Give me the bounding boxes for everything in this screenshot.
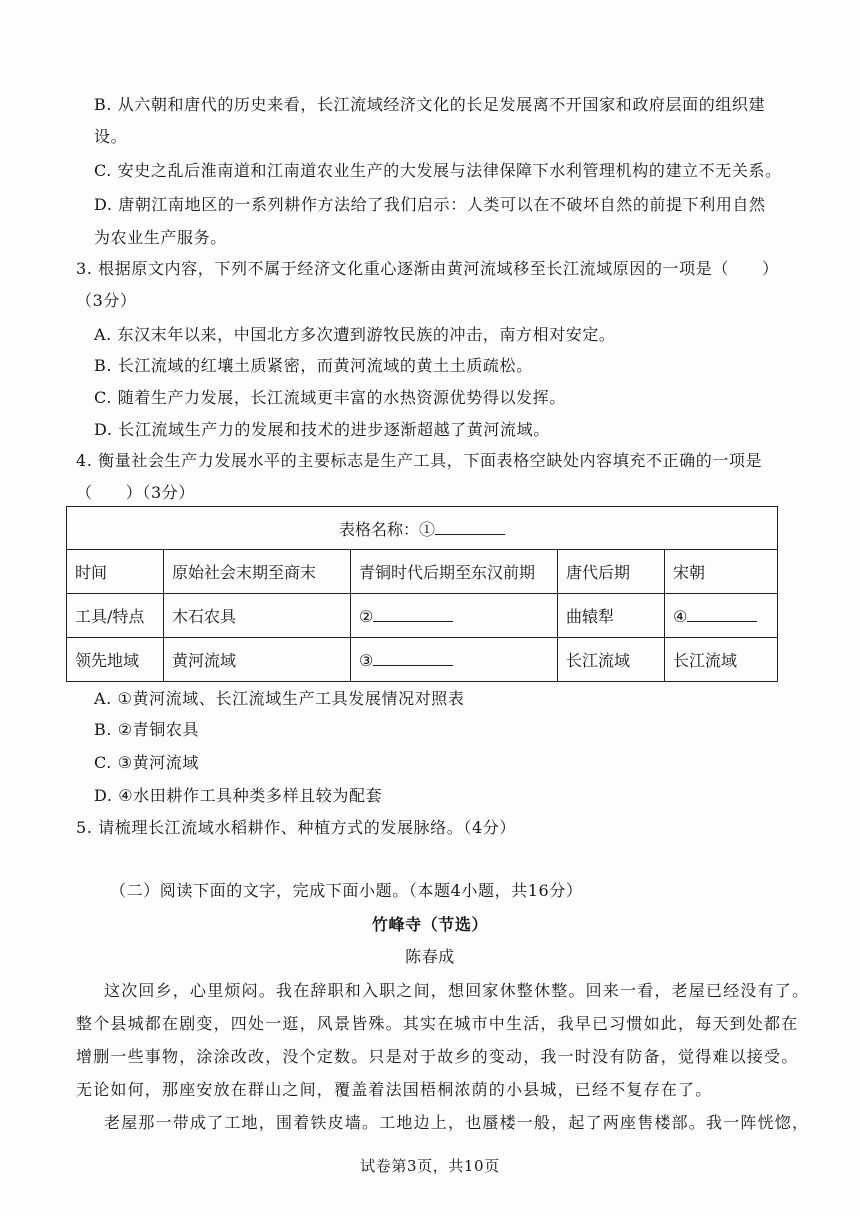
blank-marker: ② bbox=[359, 607, 374, 626]
q4-option-a: A. ①黄河流域、长江流域生产工具发展情况对照表 bbox=[94, 689, 465, 708]
answer-blank bbox=[435, 518, 505, 535]
q3-stem-line1: 3. 根据原文内容，下列不属于经济文化重心逐渐由黄河流域移至长江流域原因的一项是（ ） bbox=[76, 259, 779, 278]
table-title-cell bbox=[67, 507, 778, 550]
table-cell: 青铜时代后期至东汉前期 bbox=[351, 550, 558, 594]
table-title: 表格名称：① bbox=[338, 519, 435, 539]
q3-option-b: B. 长江流域的红壤土质紧密，而黄河流域的黄土土质疏松。 bbox=[94, 356, 533, 375]
table-cell: 长江流域 bbox=[665, 638, 778, 682]
q3-stem-line2: （3分） bbox=[76, 291, 137, 310]
q3-option-d: D. 长江流域生产力的发展和技术的进步逐渐超越了黄河流域。 bbox=[94, 420, 550, 439]
table-row-region bbox=[67, 638, 778, 682]
page-footer: 试卷第3页，共10页 bbox=[360, 1157, 500, 1175]
table-cell: 领先地域 bbox=[67, 638, 164, 682]
q3-option-c: C. 随着生产力发展，长江流域更丰富的水热资源优势得以发挥。 bbox=[94, 388, 566, 407]
q4-stem-line1: 4. 衡量社会生产力发展水平的主要标志是生产工具，下面表格空缺处内容填充不正确的一项是 bbox=[76, 451, 763, 470]
table-cell: 木石农具 bbox=[164, 594, 351, 638]
blank-marker: ④ bbox=[673, 607, 688, 626]
q2-option-b-line2: 设。 bbox=[94, 127, 128, 146]
q4-option-b: B. ②青铜农具 bbox=[94, 720, 200, 739]
answer-blank bbox=[373, 605, 453, 622]
answer-blank bbox=[373, 649, 453, 666]
q4-stem-line2: （ ）（3分） bbox=[76, 483, 195, 502]
paragraph-line: 这次回乡，心里烦闷。我在辞职和入职之间，想回家休整休整。回来一看，老屋已经没有了。 bbox=[104, 981, 810, 1000]
article-title: 竹峰寺（节选） bbox=[371, 915, 489, 934]
answer-blank bbox=[687, 605, 757, 622]
paragraph-line: 老屋那一带成了工地，围着铁皮墙。工地边上，也蜃楼一般，起了两座售楼部。我一阵恍惚， bbox=[104, 1113, 810, 1132]
table-cell: 原始社会末期至商末 bbox=[164, 550, 351, 594]
q4-table bbox=[66, 506, 778, 682]
table-cell: 黄河流域 bbox=[164, 638, 351, 682]
table-cell: 长江流域 bbox=[558, 638, 665, 682]
blank-marker: ③ bbox=[359, 651, 374, 670]
q5-stem: 5. 请梳理长江流域水稻耕作、种植方式的发展脉络。（4分） bbox=[76, 818, 516, 837]
q4-option-d: D. ④水田耕作工具种类多样且较为配套 bbox=[94, 786, 383, 805]
table-cell-blank bbox=[665, 594, 778, 638]
table-cell: 唐代后期 bbox=[558, 550, 665, 594]
q2-option-b-line1: B. 从六朝和唐代的历史来看，长江流域经济文化的长足发展离不开国家和政府层面的组织建 bbox=[94, 95, 766, 114]
table-cell: 时间 bbox=[67, 550, 164, 594]
table-row-tools bbox=[67, 594, 778, 638]
table-cell-blank bbox=[351, 638, 558, 682]
q2-option-c: C. 安史之乱后淮南道和江南道农业生产的大发展与法律保障下水利管理机构的建立不无关系。 bbox=[94, 161, 782, 180]
paragraph-line: 无论如何，那座安放在群山之间，覆盖着法国梧桐浓荫的小县城，已经不复存在了。 bbox=[76, 1080, 713, 1099]
article-author: 陈春成 bbox=[405, 947, 455, 966]
q2-option-d-line2: 为农业生产服务。 bbox=[94, 228, 227, 247]
section-heading: （二）阅读下面的文字，完成下面小题。（本题4小题，共16分） bbox=[110, 881, 583, 900]
q2-option-d-line1: D. 唐朝江南地区的一系列耕作方法给了我们启示：人类可以在不破坏自然的前提下利用自然 bbox=[94, 195, 766, 214]
table-cell: 工具/特点 bbox=[67, 594, 164, 638]
q3-option-a: A. 东汉末年以来，中国北方多次遭到游牧民族的冲击，南方相对安定。 bbox=[94, 325, 616, 344]
table-row-time bbox=[67, 550, 778, 594]
table-cell: 曲辕犁 bbox=[558, 594, 665, 638]
table-cell-blank bbox=[351, 594, 558, 638]
q4-option-c: C. ③黄河流域 bbox=[94, 753, 199, 772]
table-cell: 宋朝 bbox=[665, 550, 778, 594]
paragraph-line: 整个县城都在剧变，四处一逛，风景皆殊。其实在城市中生活，我早已习惯如此，每天到处都在 bbox=[76, 1014, 799, 1033]
paragraph-line: 增删一些事物，涂涂改改，没个定数。只是对于故乡的变动，我一时没有防备，觉得难以接受。 bbox=[76, 1047, 799, 1066]
